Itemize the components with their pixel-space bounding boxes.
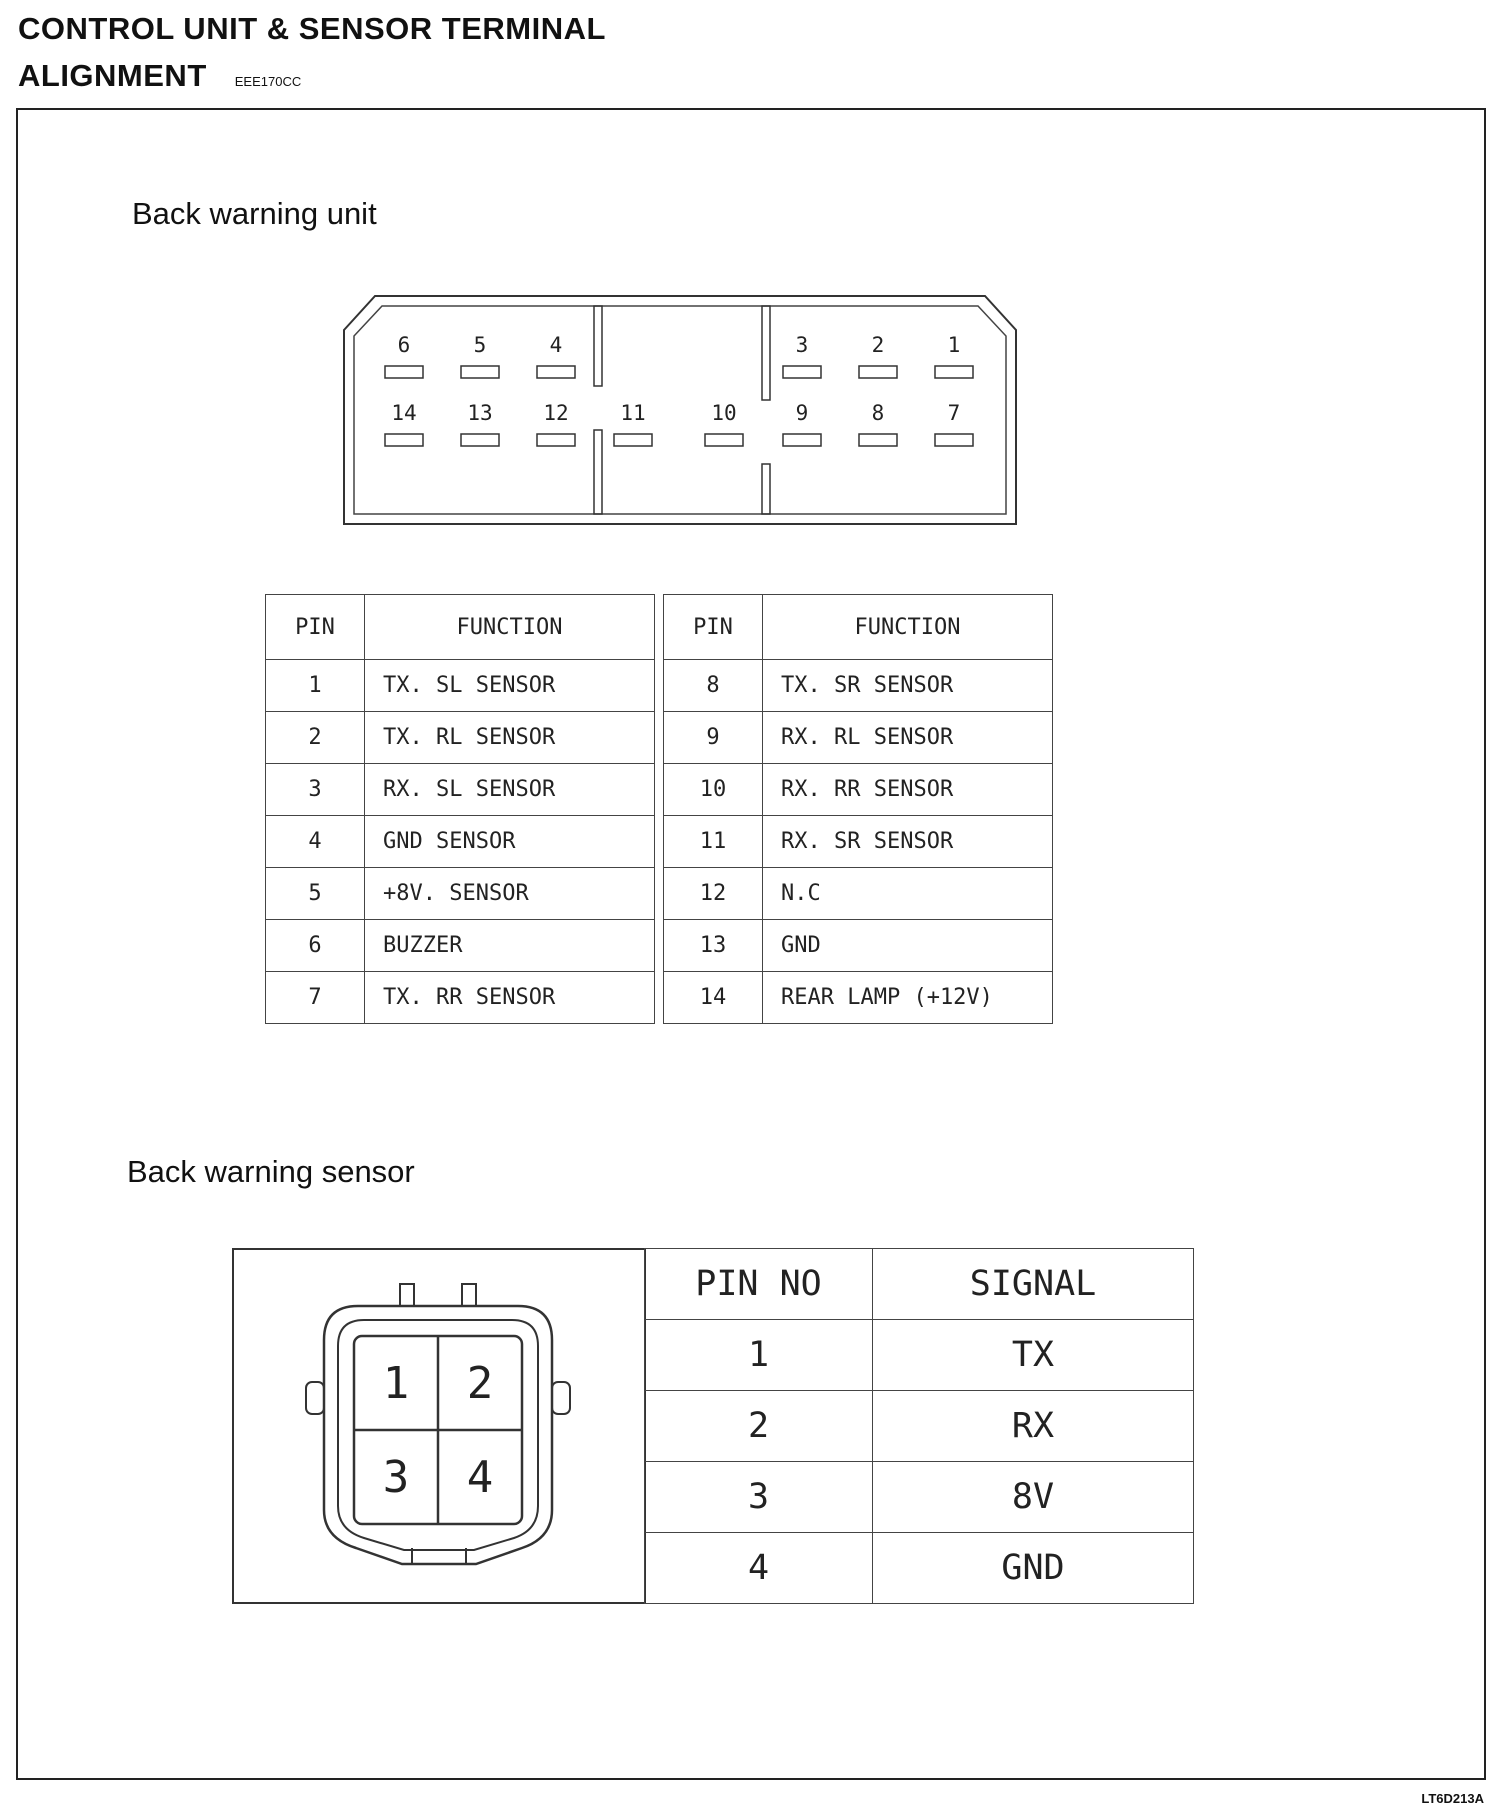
table-row <box>645 1391 1194 1462</box>
unit-left-function: +8V. SENSOR <box>365 868 655 920</box>
sensor-pin-table <box>644 1248 1194 1604</box>
unit-left-pin: 4 <box>266 816 365 868</box>
unit-left-pin: 1 <box>266 660 365 712</box>
unit-connector-pin-label: 3 <box>795 333 809 357</box>
unit-connector-pin-label: 8 <box>871 401 885 425</box>
unit-right-pin: 12 <box>664 868 763 920</box>
unit-connector-pin-label: 13 <box>467 401 493 425</box>
figure-code: LT6D213A <box>1421 1791 1484 1806</box>
table-row <box>645 1533 1194 1604</box>
unit-left-function: BUZZER <box>365 920 655 972</box>
unit-table-gap <box>655 816 664 868</box>
unit-connector-key-top-right <box>762 306 770 400</box>
unit-right-function: N.C <box>763 868 1053 920</box>
sensor-side-tab-left <box>306 1382 324 1414</box>
unit-function-header-left: FUNCTION <box>365 595 655 660</box>
sensor-pin-number: 2 <box>645 1391 873 1462</box>
unit-right-function: RX. RL SENSOR <box>763 712 1053 764</box>
sensor-connector-pin-label: 1 <box>382 1358 410 1409</box>
unit-left-pin: 2 <box>266 712 365 764</box>
sensor-signal: TX <box>873 1320 1194 1391</box>
unit-table-gap <box>655 660 664 712</box>
table-row <box>266 816 1053 868</box>
unit-right-pin: 8 <box>664 660 763 712</box>
unit-connector-pin-label: 4 <box>549 333 563 357</box>
unit-table-gap <box>655 712 664 764</box>
unit-left-pin: 5 <box>266 868 365 920</box>
unit-left-function: TX. RR SENSOR <box>365 972 655 1024</box>
unit-connector-pin-socket <box>614 434 652 446</box>
sensor-signal: RX <box>873 1391 1194 1462</box>
unit-left-function: RX. SL SENSOR <box>365 764 655 816</box>
unit-connector-pin-label: 7 <box>947 401 961 425</box>
page-title <box>18 6 606 99</box>
unit-pin-table <box>265 594 1053 1024</box>
unit-connector-pin-socket <box>783 434 821 446</box>
unit-pin-header-right: PIN <box>664 595 763 660</box>
sensor-top-latch-left <box>400 1284 414 1306</box>
unit-connector-pin-socket <box>783 366 821 378</box>
unit-right-function: RX. RR SENSOR <box>763 764 1053 816</box>
unit-right-pin: 10 <box>664 764 763 816</box>
unit-connector-pin-socket <box>461 434 499 446</box>
unit-connector-pin-socket <box>385 366 423 378</box>
sensor-connector-pin-label: 3 <box>382 1452 410 1503</box>
sensor-side-tab-right <box>552 1382 570 1414</box>
unit-connector-pin-socket <box>385 434 423 446</box>
sensor-pin-number: 3 <box>645 1462 873 1533</box>
unit-connector-pin-socket <box>935 434 973 446</box>
sensor-section-title: Back warning sensor <box>127 1154 415 1189</box>
unit-connector-pin-label: 12 <box>543 401 569 425</box>
unit-connector-key-bottom-right <box>762 464 770 514</box>
title-line-1: CONTROL UNIT & SENSOR TERMINAL <box>18 11 606 46</box>
sensor-pin-number: 1 <box>645 1320 873 1391</box>
unit-left-function: GND SENSOR <box>365 816 655 868</box>
sensor-signal: 8V <box>873 1462 1194 1533</box>
unit-connector-key-bottom-left <box>594 430 602 514</box>
table-row <box>266 764 1053 816</box>
table-row <box>266 868 1053 920</box>
unit-connector-pin-socket <box>537 366 575 378</box>
unit-right-function: TX. SR SENSOR <box>763 660 1053 712</box>
unit-connector-diagram <box>330 290 1030 530</box>
table-row <box>266 712 1053 764</box>
unit-table-gap <box>655 920 664 972</box>
unit-right-function: GND <box>763 920 1053 972</box>
unit-table-gap <box>655 764 664 816</box>
unit-right-pin: 14 <box>664 972 763 1024</box>
unit-connector-pin-socket <box>705 434 743 446</box>
sensor-connector-pin-label: 2 <box>466 1358 494 1409</box>
unit-table-gap <box>655 972 664 1024</box>
sensor-signal-header: SIGNAL <box>873 1249 1194 1320</box>
unit-connector-pin-label: 5 <box>473 333 487 357</box>
unit-connector-pin-socket <box>859 434 897 446</box>
sensor-signal: GND <box>873 1533 1194 1604</box>
unit-connector-key-top-left <box>594 306 602 386</box>
unit-left-function: TX. RL SENSOR <box>365 712 655 764</box>
unit-left-pin: 6 <box>266 920 365 972</box>
unit-connector-pin-socket <box>859 366 897 378</box>
unit-connector-pin-label: 1 <box>947 333 961 357</box>
table-row <box>266 660 1053 712</box>
unit-connector-pin-label: 11 <box>620 401 646 425</box>
unit-right-pin: 13 <box>664 920 763 972</box>
unit-left-pin: 7 <box>266 972 365 1024</box>
unit-right-pin: 9 <box>664 712 763 764</box>
unit-connector-pin-socket <box>461 366 499 378</box>
title-line-2 <box>18 53 606 100</box>
unit-connector-pin-socket <box>537 434 575 446</box>
sensor-connector-pin-label: 4 <box>466 1452 494 1503</box>
unit-left-pin: 3 <box>266 764 365 816</box>
sensor-connector-diagram <box>232 1248 646 1604</box>
sensor-pin-no-header: PIN NO <box>645 1249 873 1320</box>
table-row <box>266 972 1053 1024</box>
unit-connector-pin-label: 6 <box>397 333 411 357</box>
unit-connector-pin-socket <box>935 366 973 378</box>
table-row <box>645 1462 1194 1533</box>
unit-section-title: Back warning unit <box>132 196 377 231</box>
title-alignment: ALIGNMENT <box>18 57 207 93</box>
unit-function-header-right: FUNCTION <box>763 595 1053 660</box>
unit-pin-header-left: PIN <box>266 595 365 660</box>
unit-connector-outer-housing <box>344 296 1016 524</box>
unit-connector-pin-label: 2 <box>871 333 885 357</box>
doc-code: EEE170CC <box>234 73 302 89</box>
unit-right-function: RX. SR SENSOR <box>763 816 1053 868</box>
unit-table-gap <box>655 868 664 920</box>
unit-connector-pin-label: 14 <box>391 401 417 425</box>
sensor-pin-number: 4 <box>645 1533 873 1604</box>
unit-left-function: TX. SL SENSOR <box>365 660 655 712</box>
unit-connector-pin-label: 9 <box>795 401 809 425</box>
unit-connector-pin-label: 10 <box>711 401 737 425</box>
unit-table-gap <box>655 595 664 660</box>
table-row <box>266 920 1053 972</box>
table-row <box>645 1320 1194 1391</box>
sensor-table-header-row <box>645 1249 1194 1320</box>
sensor-top-latch-right <box>462 1284 476 1306</box>
unit-right-function: REAR LAMP (+12V) <box>763 972 1053 1024</box>
unit-table-header-row <box>266 595 1053 660</box>
unit-connector-inner-housing <box>354 306 1006 514</box>
unit-right-pin: 11 <box>664 816 763 868</box>
